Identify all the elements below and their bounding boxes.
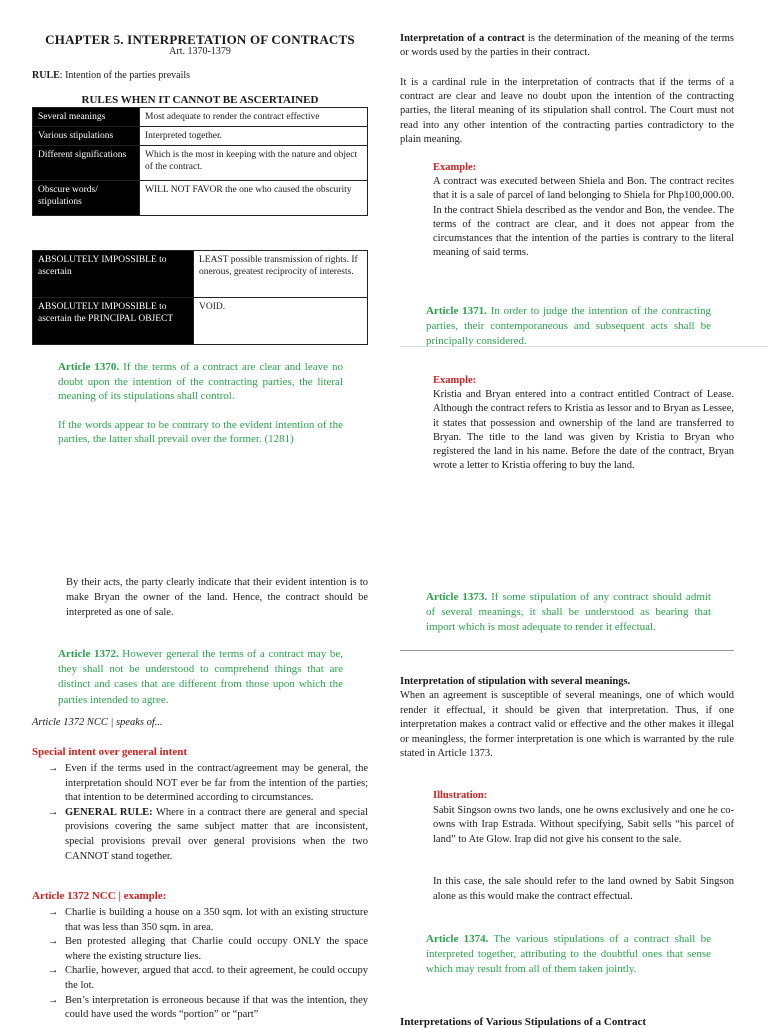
example-text: A contract was executed between Shiela and Bon. The contract recites that it is a sale of parcel of land belonging to Shiela for Php100,000.00. In the contract Shiela described as the vendor and Bon, the vendee. The terms of the contract are clear, and it does not appear from the circumstances that the intention of the parties is contrary to the literal meaning of said terms. — [433, 176, 734, 259]
definition-term: Interpretation of a contract — [400, 33, 525, 44]
special-intent-heading: Special intent over general intent — [32, 746, 187, 758]
arrow-icon: → — [48, 806, 59, 818]
list-item — [48, 994, 368, 1023]
table-row — [33, 108, 368, 127]
table-key: Obscure words/ stipulations — [33, 181, 140, 216]
illustration — [433, 789, 734, 847]
table-value: WILL NOT FAVOR the one who caused the obscurity — [140, 181, 368, 216]
rule-line — [32, 70, 190, 81]
list-item-text: Ben’s interpretation is erroneous because if that was the intention, they could have used the words “portion” or “part” — [65, 994, 368, 1021]
table-key: ABSOLUTELY IMPOSSIBLE to ascertain the PRINCIPAL OBJECT — [33, 298, 194, 345]
list-item-text: Even if the terms used in the contract/agreement may be general, the interpretation should NOT ever be far from the intention of the parties; that intention to be determined according to circumstances. — [65, 763, 368, 804]
table-value: Interpreted together. — [140, 127, 368, 146]
example-label: Example: — [433, 162, 477, 173]
example-1 — [433, 161, 734, 260]
example-text: Kristia and Bryan entered into a contract entitled Contract of Lease. Although the contract refers to Kristia as lessor and to Bryan as Lessee, it states that possession and ownership of the land are transferred to Bryan. The title to the land was given by Kristia to Bryan who registered the land in his name. Before the date of the contract, Bryan wrote a letter to Kristia offering to buy the land. — [433, 389, 734, 472]
table-key: Various stipulations — [33, 127, 140, 146]
illustration-conclusion: In this case, the sale should refer to the land owned by Sabit Singson alone as this would make the contract effectual. — [433, 876, 734, 902]
article-label: Article 1374. — [426, 933, 489, 945]
rule-label: RULE — [32, 70, 60, 81]
definition-text: is the determination of the meaning of the terms or words used by the parties in their contract. — [400, 33, 734, 59]
chapter-title: CHAPTER 5. INTERPRETATION OF CONTRACTS — [45, 32, 355, 47]
acts-paragraph: By their acts, the party clearly indicate that their evident intention is to make Bryan the owner of the land. Hence, the contract should be interpreted as one of sale. — [66, 577, 368, 618]
list-item-lead: GENERAL RULE: — [65, 806, 153, 818]
arrow-icon: → — [48, 936, 59, 948]
article-1372 — [58, 647, 343, 708]
cardinal-rule-paragraph: It is a cardinal rule in the interpretation of contracts that if the terms of a contract are clear and leave no doubt upon the intention of the contracting parties, the literal meaning of its stipulation shall control. The Court must not read into any other intention of the contracting parties contradictory to the plain meaning. — [400, 77, 734, 145]
article-label: Article 1370. — [58, 361, 120, 373]
article-text: If the terms of a contract are clear and leave no doubt upon the intention of the contracting parties, the literal meaning of its stipulations shall control. — [58, 361, 343, 403]
article-label: Article 1371. — [426, 305, 487, 317]
article-1373 — [426, 590, 711, 635]
arrow-icon: → — [48, 907, 59, 918]
table-row — [33, 298, 368, 345]
arrow-icon: → — [48, 994, 59, 1006]
article-label: Article 1373. — [426, 591, 488, 603]
divider — [400, 346, 768, 347]
example-list — [48, 906, 368, 1023]
ncc-speaks-of: Article 1372 NCC | speaks of... — [32, 717, 163, 728]
list-item-text: Charlie, however, argued that accd. to their agreement, he could occupy the lot. — [65, 965, 368, 991]
article-1371 — [426, 304, 711, 349]
table-key: ABSOLUTELY IMPOSSIBLE to ascertain — [33, 251, 194, 298]
illustration-text: Sabit Singson owns two lands, one he owns exclusively and one he co-owns with Irap Estrada. Without specifying, Sabit sells “his parcel of land” to Ate Glow. Irap did not give his consent to the sale. — [433, 804, 734, 845]
impossible-table — [32, 250, 368, 345]
list-item — [48, 906, 368, 935]
list-item-text: Charlie is building a house on a 350 sqm. lot with an existing structure that was less than 350 sqm. in area. — [65, 907, 368, 933]
article-label: Article 1372. — [58, 648, 119, 660]
table-value: Which is the most in keeping with the nature and object of the contract. — [140, 146, 368, 181]
example-label: Example: — [433, 375, 477, 386]
arrow-icon: → — [48, 763, 59, 774]
article-text-2: If the words appear to be contrary to the evident intention of the parties, the latter shall prevail over the former. (1281) — [58, 418, 343, 446]
table-row — [33, 127, 368, 146]
chapter-subtitle: Art. 1370-1379 — [169, 46, 231, 57]
example-heading: Article 1372 NCC | example: — [32, 890, 167, 902]
list-item — [48, 964, 368, 993]
table-row — [33, 251, 368, 298]
article-1370 — [58, 360, 343, 447]
illustration-label: Illustration: — [433, 790, 488, 801]
article-text: In order to judge the intention of the contracting parties, their contemporaneous and subsequent acts shall be principally considered. — [426, 305, 711, 347]
list-item — [48, 935, 368, 964]
table-value: VOID. — [194, 298, 368, 345]
table-row — [33, 146, 368, 181]
interpretation-definition — [400, 32, 734, 60]
bottom-heading: Interpretations of Various Stipulations of a Contract — [400, 1016, 647, 1028]
list-item — [48, 762, 368, 806]
table-key: Several meanings — [33, 108, 140, 127]
table-row — [33, 181, 368, 216]
rule-text: : Intention of the parties prevails — [59, 70, 191, 81]
table-key: Different significations — [33, 146, 140, 181]
article-text: The various stipulations of a contract shall be interpreted together, attributing to the doubtful ones that sense which may result from all of them taken jointly. — [426, 933, 711, 975]
article-text: However general the terms of a contract may be, they shall not be understood to comprehend things that are distinct and cases that are different from those upon which the parties intended to agree. — [58, 648, 343, 706]
table-value: LEAST possible transmission of rights. If onerous, greatest reciprocity of interests. — [194, 251, 368, 298]
arrow-icon: → — [48, 965, 59, 977]
article-1374 — [426, 932, 711, 977]
list-item-text: Ben protested alleging that Charlie could occupy ONLY the space where the existing structure lies. — [65, 936, 368, 962]
rules-heading: RULES WHEN IT CANNOT BE ASCERTAINED — [81, 94, 319, 106]
list-item — [48, 806, 368, 864]
table-value: Most adequate to render the contract effective — [140, 108, 368, 127]
example-2 — [433, 374, 734, 473]
special-intent-list — [48, 762, 368, 864]
article-text: If some stipulation of any contract should admit of several meanings, it shall be understood as bearing that import which is most adequate to render it effectual. — [426, 591, 711, 633]
divider — [400, 650, 734, 651]
section-body: When an agreement is susceptible of several meanings, one of which would render it effectual, it should be given that interpretation. Thus, if one interpretation makes a contract valid or effective and the other makes it illegal or meaningless, the former interpretation is one which is warranted by the rule stated in Article 1373. — [400, 690, 734, 760]
section-heading: Interpretation of stipulation with several meanings. — [400, 676, 631, 687]
rules-table — [32, 107, 368, 216]
list-item-text: Where in a contract there are general and special provisions covering the same subject matter that are inconsistent, special provisions prevail over general provisions when the two CANNOT stand together. — [65, 806, 369, 862]
